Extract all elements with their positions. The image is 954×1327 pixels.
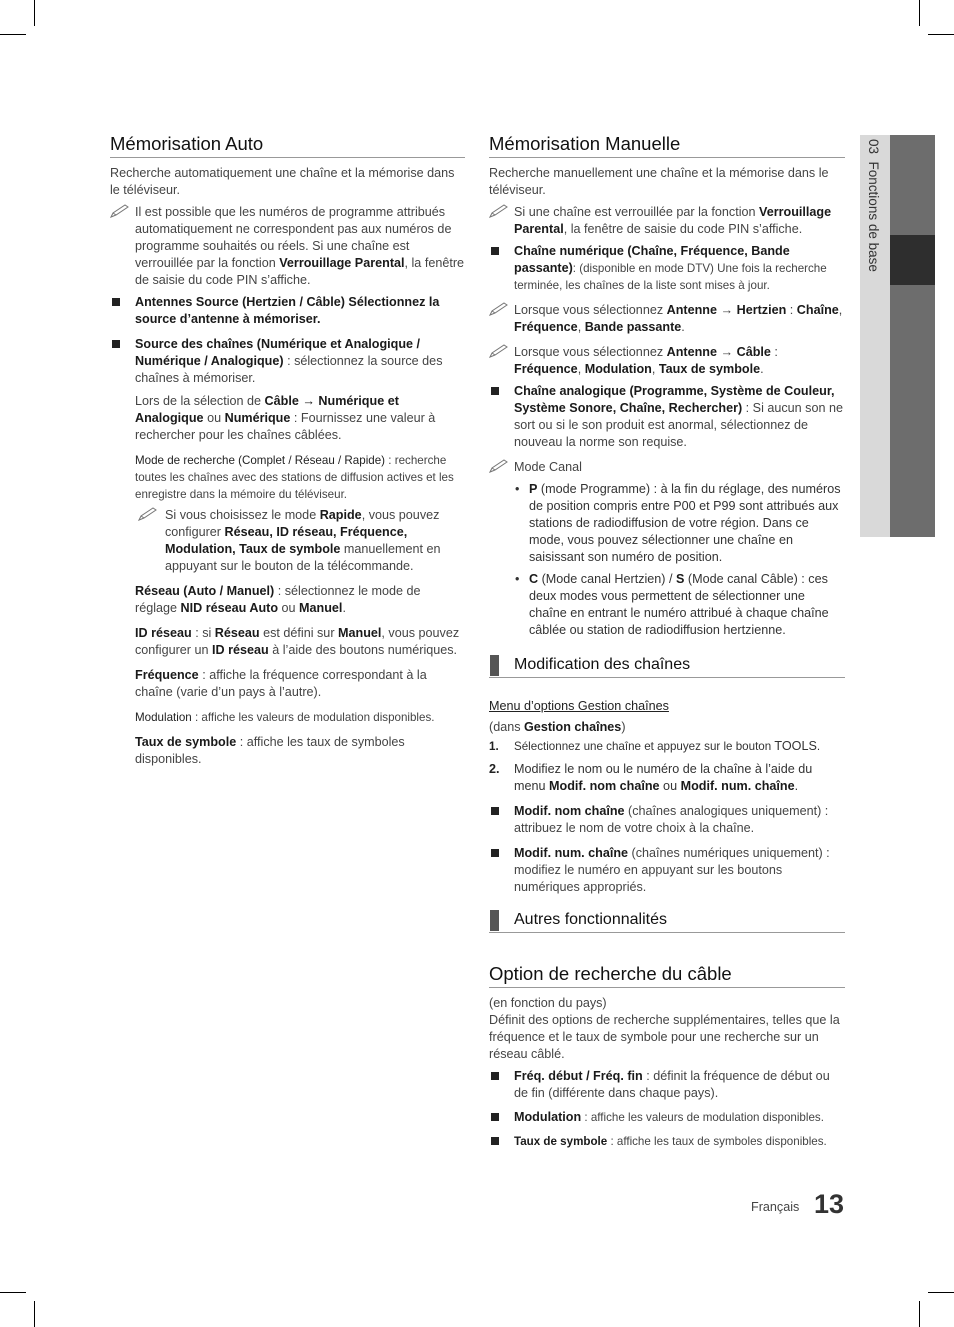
- list-item: [489, 383, 845, 451]
- text: ,: [577, 362, 585, 376]
- text: ou: [278, 601, 300, 615]
- note: [110, 204, 465, 289]
- section-title-memorisation-auto: Mémorisation Auto: [110, 133, 465, 158]
- text: .: [760, 362, 764, 376]
- text: : affiche les taux de symboles disponibles.: [607, 1135, 827, 1148]
- list-item: [489, 1109, 845, 1126]
- crop-mark: [34, 0, 35, 26]
- text: : recherche toutes les chaînes avec des stations de diffusion actives et les enregistre dans la mémoire du téléviseur.: [135, 454, 454, 501]
- list-item: [489, 845, 845, 896]
- section-title-memorisation-manuelle: Mémorisation Manuelle: [489, 133, 845, 158]
- text: , vous pouvez configurer un: [135, 626, 460, 657]
- section-title-option-cable: Option de recherche du câble: [489, 963, 845, 988]
- text: Modification des chaînes: [514, 656, 691, 673]
- step: [489, 738, 845, 755]
- subsection-title-modification: [489, 655, 845, 678]
- paragraph: [110, 452, 465, 503]
- bold: Mode de recherche (Complet / Réseau / Rapide): [135, 454, 386, 467]
- text: (mode Programme) : à la fin du réglage, des numéros de position compris entre P00 et P99 sont attribués aux stations de radiodiffusion de votre région. Dans ce mode, vous pouvez sélectionner une chaîne en saisissant son numéro de position.: [529, 482, 841, 564]
- chapter-tab-dark: [890, 135, 935, 537]
- chapter-number: 03: [866, 139, 881, 155]
- text: Lorsque vous sélectionnez: [514, 303, 667, 317]
- text: : affiche les valeurs de modulation disponibles.: [581, 1111, 824, 1124]
- right-column: [489, 133, 845, 1150]
- text: : définit la fréquence de début ou de fin (différente dans chaque pays).: [514, 1069, 830, 1100]
- text: Lors de la sélection de: [135, 394, 265, 408]
- crop-mark: [919, 0, 920, 26]
- bold: Câble: [736, 345, 771, 359]
- bold: Réseau, ID réseau, Fréquence, Modulation, Taux de symbole: [165, 525, 408, 556]
- paragraph: Définit des options de recherche supplémentaires, telles que la fréquence et le taux de symbole pour une recherche sur un réseau câblé.: [489, 1013, 840, 1061]
- intro-text: Recherche automatiquement une chaîne et la mémorise dans le téléviseur.: [110, 166, 455, 197]
- text: : Si aucun son ne sort ou si le son produit est anormal, sélectionnez de nouveau la norme son requise.: [514, 401, 843, 449]
- text: (Mode canal Hertzien) /: [538, 572, 676, 586]
- text: : si: [191, 626, 215, 640]
- paragraph: [110, 734, 465, 768]
- bold: Gestion chaînes: [524, 720, 622, 734]
- crop-mark: [0, 1292, 26, 1293]
- bold: Antenne: [666, 345, 717, 359]
- bold: Câble → Numérique et Analogique: [135, 394, 399, 425]
- note: [489, 204, 845, 238]
- bold: NID réseau Auto: [180, 601, 279, 615]
- text: Modifiez le nom ou le numéro de la chaîne à l’aide du menu: [514, 762, 813, 793]
- subsection-title-autres: [489, 910, 845, 933]
- bold: Réseau: [214, 626, 260, 640]
- chapter-label: [866, 139, 881, 272]
- text: : affiche la fréquence correspondant à la chaîne (varie d’un pays à l’autre).: [135, 668, 427, 699]
- bullet-dot-icon: •: [515, 572, 520, 586]
- bold: S: [676, 572, 685, 586]
- bullet-dot-icon: •: [515, 482, 520, 496]
- bold: Modulation: [514, 1110, 582, 1124]
- bold: Fréquence: [135, 668, 199, 682]
- paragraph: [110, 709, 465, 726]
- crop-mark: [928, 34, 954, 35]
- paragraph: [110, 667, 465, 701]
- bold: Chaîne analogique (Programme, Système de Couleur, Système Sonore, Chaîne, Rechercher): [514, 384, 835, 415]
- text: Autres fonctionnalités: [514, 911, 667, 928]
- crop-mark: [928, 1292, 954, 1293]
- text: (chaînes numériques uniquement) : modifiez le numéro en appuyant sur les boutons numériques appropriés.: [514, 846, 830, 894]
- text: Lorsque vous sélectionnez: [514, 345, 667, 359]
- item-bold: Source des chaînes (Numérique et Analogique / Numérique / Analogique): [135, 337, 421, 368]
- bold: Modulation: [135, 711, 192, 724]
- note: [489, 459, 845, 476]
- text: ): [621, 720, 626, 734]
- pencil-note-icon: [489, 204, 511, 221]
- bold: P: [529, 482, 538, 496]
- pencil-note-icon: [489, 302, 511, 319]
- text: est défini sur: [259, 626, 339, 640]
- list-item: [489, 1068, 845, 1102]
- bold: C: [529, 572, 539, 586]
- note-text: , la fenêtre de saisie du code PIN s’affiche.: [135, 256, 465, 287]
- pencil-note-icon: [489, 344, 511, 361]
- bold: Manuel: [338, 626, 382, 640]
- list-item: [489, 1133, 845, 1150]
- text: :: [770, 345, 778, 359]
- note-bold: Verrouillage Parental: [279, 256, 405, 270]
- crop-mark: [919, 1301, 920, 1327]
- text: ou: [659, 779, 681, 793]
- step-number: 1.: [489, 740, 499, 753]
- bold: Hertzien: [736, 303, 787, 317]
- note: [489, 344, 845, 378]
- chapter-tab-marker: [890, 235, 935, 285]
- text: ,: [838, 303, 843, 317]
- bold: Chaîne: [796, 303, 839, 317]
- text: (dans: [489, 720, 525, 734]
- text: Mode Canal: [514, 460, 582, 474]
- bold: Modulation: [584, 362, 652, 376]
- bold: Numérique: [224, 411, 291, 425]
- paragraph: [110, 393, 465, 444]
- step-number: 2.: [489, 762, 500, 776]
- list-item: [489, 803, 845, 837]
- item-text: : sélectionnez la source des chaînes à mémoriser.: [135, 354, 443, 385]
- bold: ID réseau: [135, 626, 192, 640]
- note-text: Il est possible que les numéros de programme attribués automatiquement ne correspondent pas aux numéros de programme souhaités ou réels. Si une chaîne est verrouillée par la fonction: [135, 205, 452, 270]
- text: →: [717, 303, 737, 317]
- bullet-item: [489, 571, 845, 639]
- item-text: Antennes Source (Hertzien / Câble) Sélectionnez la source d’antenne à mémoriser.: [135, 295, 440, 326]
- text: .: [816, 740, 821, 753]
- text: Menu d’options Gestion chaînes: [489, 699, 669, 713]
- text: (chaînes analogiques uniquement) : attribuez le nom de votre choix à la chaîne.: [514, 804, 829, 835]
- text: : sélectionnez le mode de réglage: [135, 584, 421, 615]
- bold: Modif. nom chaîne: [549, 779, 660, 793]
- bold: Modif. nom chaîne: [514, 804, 625, 818]
- bold: Réseau (Auto / Manuel): [135, 584, 275, 598]
- text: à l’aide des boutons numériques.: [268, 643, 458, 657]
- paragraph: [110, 583, 465, 617]
- menu-label: [489, 698, 845, 715]
- bold: Antenne: [666, 303, 717, 317]
- paragraph: (en fonction du pays): [489, 996, 607, 1010]
- bold: Taux de symbole: [514, 1135, 608, 1148]
- note: [110, 507, 465, 575]
- page-number: 13: [813, 1189, 844, 1219]
- bold: Manuel: [299, 601, 343, 615]
- crop-mark: [34, 1301, 35, 1327]
- section-bar-icon: [490, 910, 499, 931]
- text: .: [681, 320, 685, 334]
- pencil-note-icon: [110, 204, 132, 221]
- bold: Taux de symbole: [658, 362, 761, 376]
- intro-text: Recherche manuellement une chaîne et la mémorise dans le téléviseur.: [489, 166, 829, 197]
- bold: ID réseau: [212, 643, 269, 657]
- bold: Rapide: [319, 508, 362, 522]
- bold: Fréquence: [514, 320, 578, 334]
- key-name: TOOLS: [774, 739, 817, 753]
- list-item: [110, 336, 465, 387]
- text: →: [717, 345, 737, 359]
- left-column: [110, 133, 465, 768]
- chapter-title: Fonctions de base: [866, 161, 881, 272]
- text: Si une chaîne est verrouillée par la fonction: [514, 205, 760, 219]
- paragraph: [110, 625, 465, 659]
- text: manuellement en appuyant sur le bouton de la télécommande.: [165, 542, 441, 573]
- text: ,: [651, 362, 659, 376]
- list-item: [489, 243, 845, 294]
- text: : (disponible en mode DTV) Une fois la recherche terminée, les chaînes de la liste sont mises à jour.: [514, 262, 827, 292]
- text: .: [794, 779, 799, 793]
- bullet-item: [489, 481, 845, 566]
- text: : affiche les taux de symboles disponibles.: [135, 735, 405, 766]
- note: [489, 302, 845, 336]
- paragraph: [489, 719, 845, 736]
- crop-mark: [0, 34, 26, 35]
- section-bar-icon: [490, 655, 499, 676]
- footer-language: Français: [751, 1200, 800, 1214]
- text: ,: [577, 320, 585, 334]
- text: : affiche les valeurs de modulation disponibles.: [191, 711, 435, 724]
- bold: Chaîne numérique (Chaîne, Fréquence, Bande passante): [514, 244, 790, 275]
- bold: Taux de symbole: [135, 735, 237, 749]
- step: [489, 761, 845, 795]
- bold: Fréquence: [514, 362, 578, 376]
- bold: Bande passante: [584, 320, 682, 334]
- text: Si vous choisissez le mode: [165, 508, 320, 522]
- text: , vous pouvez configurer: [165, 508, 440, 539]
- bold: Modif. num. chaîne: [514, 846, 629, 860]
- text: : Fournissez une valeur à rechercher pour les chaînes câblées.: [135, 411, 436, 442]
- text: , la fenêtre de saisie du code PIN s’affiche.: [563, 222, 803, 236]
- text: :: [786, 303, 797, 317]
- list-item: [110, 294, 465, 328]
- text: ou: [203, 411, 225, 425]
- bold: Modif. num. chaîne: [680, 779, 795, 793]
- text: Sélectionnez une chaîne et appuyez sur le bouton: [514, 740, 775, 753]
- pencil-note-icon: [489, 459, 511, 476]
- text: (Mode canal Câble) : ces deux modes vous permettent de sélectionner une chaîne en entrant le numéro attribué à chaque chaîne câblée ou station de radiodiffusion hertzienne.: [529, 572, 829, 637]
- pencil-note-icon: [138, 507, 160, 524]
- bold: Fréq. début / Fréq. fin: [514, 1069, 643, 1083]
- bold: Verrouillage Parental: [514, 205, 832, 236]
- text: .: [342, 601, 346, 615]
